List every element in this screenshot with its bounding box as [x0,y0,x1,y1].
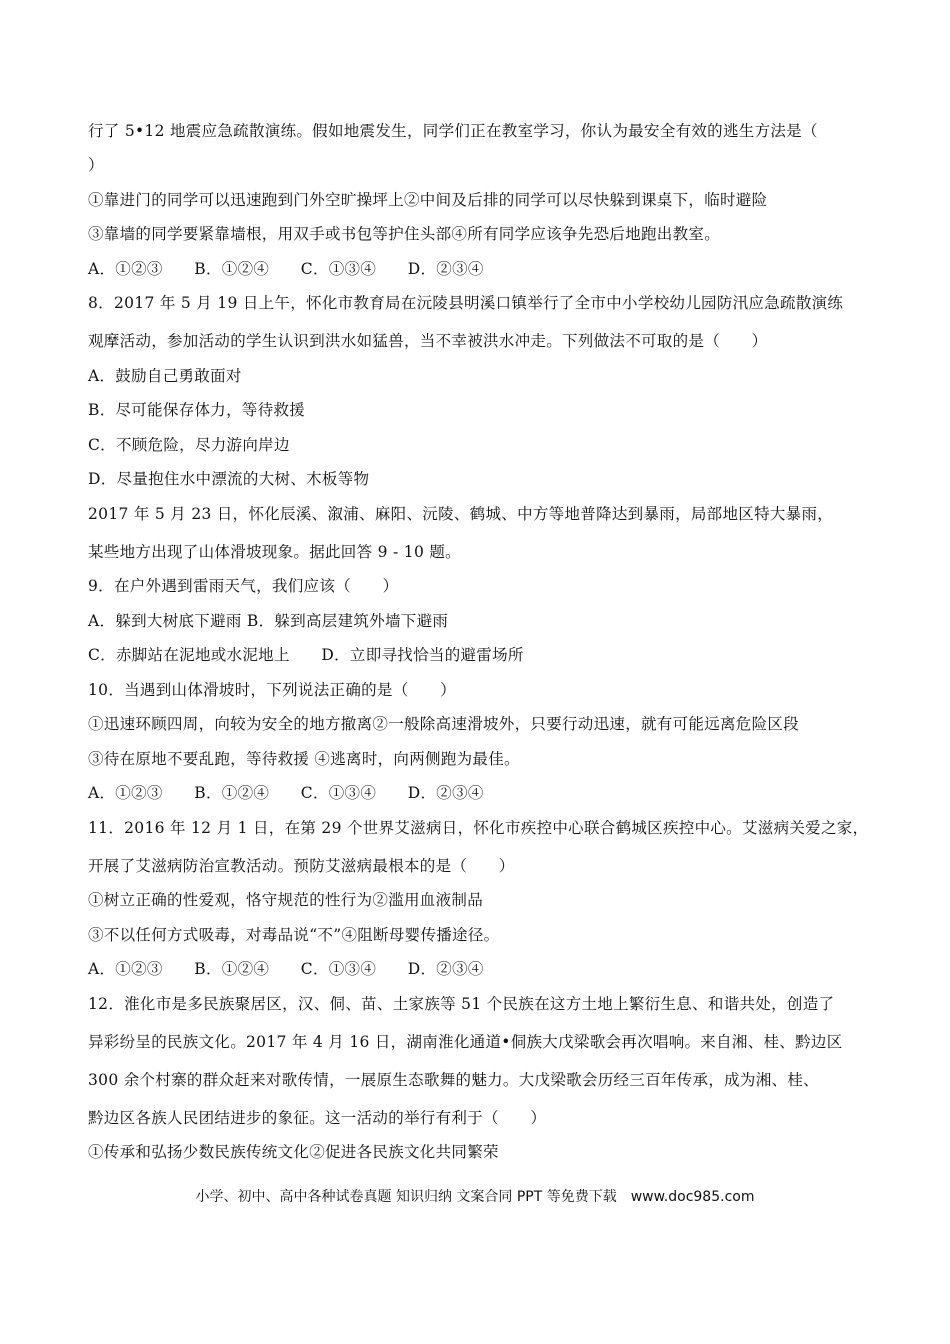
answer-options: A．①②③ B．①②④ C．①③④ D．②③④ [88,260,484,278]
page-footer: 小学、初中、高中各种试卷真题 知识归纳 文案合同 PPT 等免费下载 www.doc985.com [195,1189,755,1205]
text-line: ①迅速环顾四周，向较为安全的地方撤离②一般除高速滑坡外，只要行动迅速，就有可能远离危险区段 [88,715,800,733]
text-line: 观摩活动，参加活动的学生认识到洪水如猛兽，当不幸被洪水冲走。下列做法不可取的是（ ） [88,332,768,350]
text-line: 某些地方出现了山体滑坡现象。据此回答 9 - 10 题。 [88,543,461,561]
text-line: 开展了艾滋病防治宣教活动。预防艾滋病最根本的是（ ） [88,857,515,875]
option-b: B．尽可能保存体力，等待救援 [88,401,306,419]
text-line: ①树立正确的性爱观，恪守规范的性行为②滥用血液制品 [88,891,484,909]
options-cd: C．赤脚站在泥地或水泥地上 D．立即寻找恰当的避雷场所 [88,646,524,664]
answer-options: A．①②③ B．①②④ C．①③④ D．②③④ [88,960,484,978]
text-line: ） [88,156,104,174]
text-line: 行了 5•12 地震应急疏散演练。假如地震发生，同学们正在教室学习，你认为最安全有效的逃生方法是（ [88,122,818,140]
question-10: 10．当遇到山体滑坡时，下列说法正确的是（ ） [88,681,456,699]
text-line: 异彩纷呈的民族文化。2017 年 4 月 16 日，湖南淮化通道•侗族大戊梁歌会再次唱响。来自湘、桂、黔边区 [88,1033,843,1051]
option-c: C．不顾危险，尽力游向岸边 [88,436,290,454]
question-9: 9．在户外遇到雷雨天气，我们应该（ ） [88,577,399,595]
text-line: ③靠墙的同学要紧靠墙根，用双手或书包等护住头部④所有同学应该争先恐后地跑出教室。 [88,225,721,243]
question-8: 8．2017 年 5 月 19 日上午，怀化市教育局在沅陵县明溪口镇举行了全市中小学校幼儿园防汛应急疏散演练 [88,294,844,312]
text-line: 300 余个村寨的群众赶来对歌传情，一展原生态歌舞的魅力。大戊梁歌会历经三百年传承，成为湘、桂、 [88,1071,819,1089]
question-12: 12．淮化市是多民族聚居区，汉、侗、苗、土家族等 51 个民族在这方土地上繁衍生息、和谐共处，创造了 [88,995,835,1013]
answer-options: A．①②③ B．①②④ C．①③④ D．②③④ [88,784,484,802]
text-line: ③不以任何方式吸毒，对毒品说“不”④阻断母婴传播途径。 [88,926,500,944]
passage-intro: 2017 年 5 月 23 日，怀化辰溪、溆浦、麻阳、沅陵、鹤城、中方等地普降达到暴雨，局部地区特大暴雨， [88,505,834,523]
option-d: D．尽量抱住水中漂流的大树、木板等物 [88,470,370,488]
text-line: ③待在原地不要乱跑，等待救援 ④逃离时，向两侧跑为最佳。 [88,750,520,768]
option-a: A．鼓励自己勇敢面对 [88,367,242,385]
text-line: ①传承和弘扬少数民族传统文化②促进各民族文化共同繁荣 [88,1143,499,1161]
options-ab: A．躲到大树底下避雨 B．躲到高层建筑外墙下避雨 [88,612,449,630]
text-line: 黔边区各族人民团结进步的象征。这一活动的举行有利于（ ） [88,1109,547,1127]
text-line: ①靠进门的同学可以迅速跑到门外空旷操坪上②中间及后排的同学可以尽快躲到课桌下，临时避险 [88,191,768,209]
question-11: 11．2016 年 12 月 1 日，在第 29 个世界艾滋病日，怀化市疾控中心联合鹤城区疾控中心。艾滋病关爱之家， [88,819,869,837]
